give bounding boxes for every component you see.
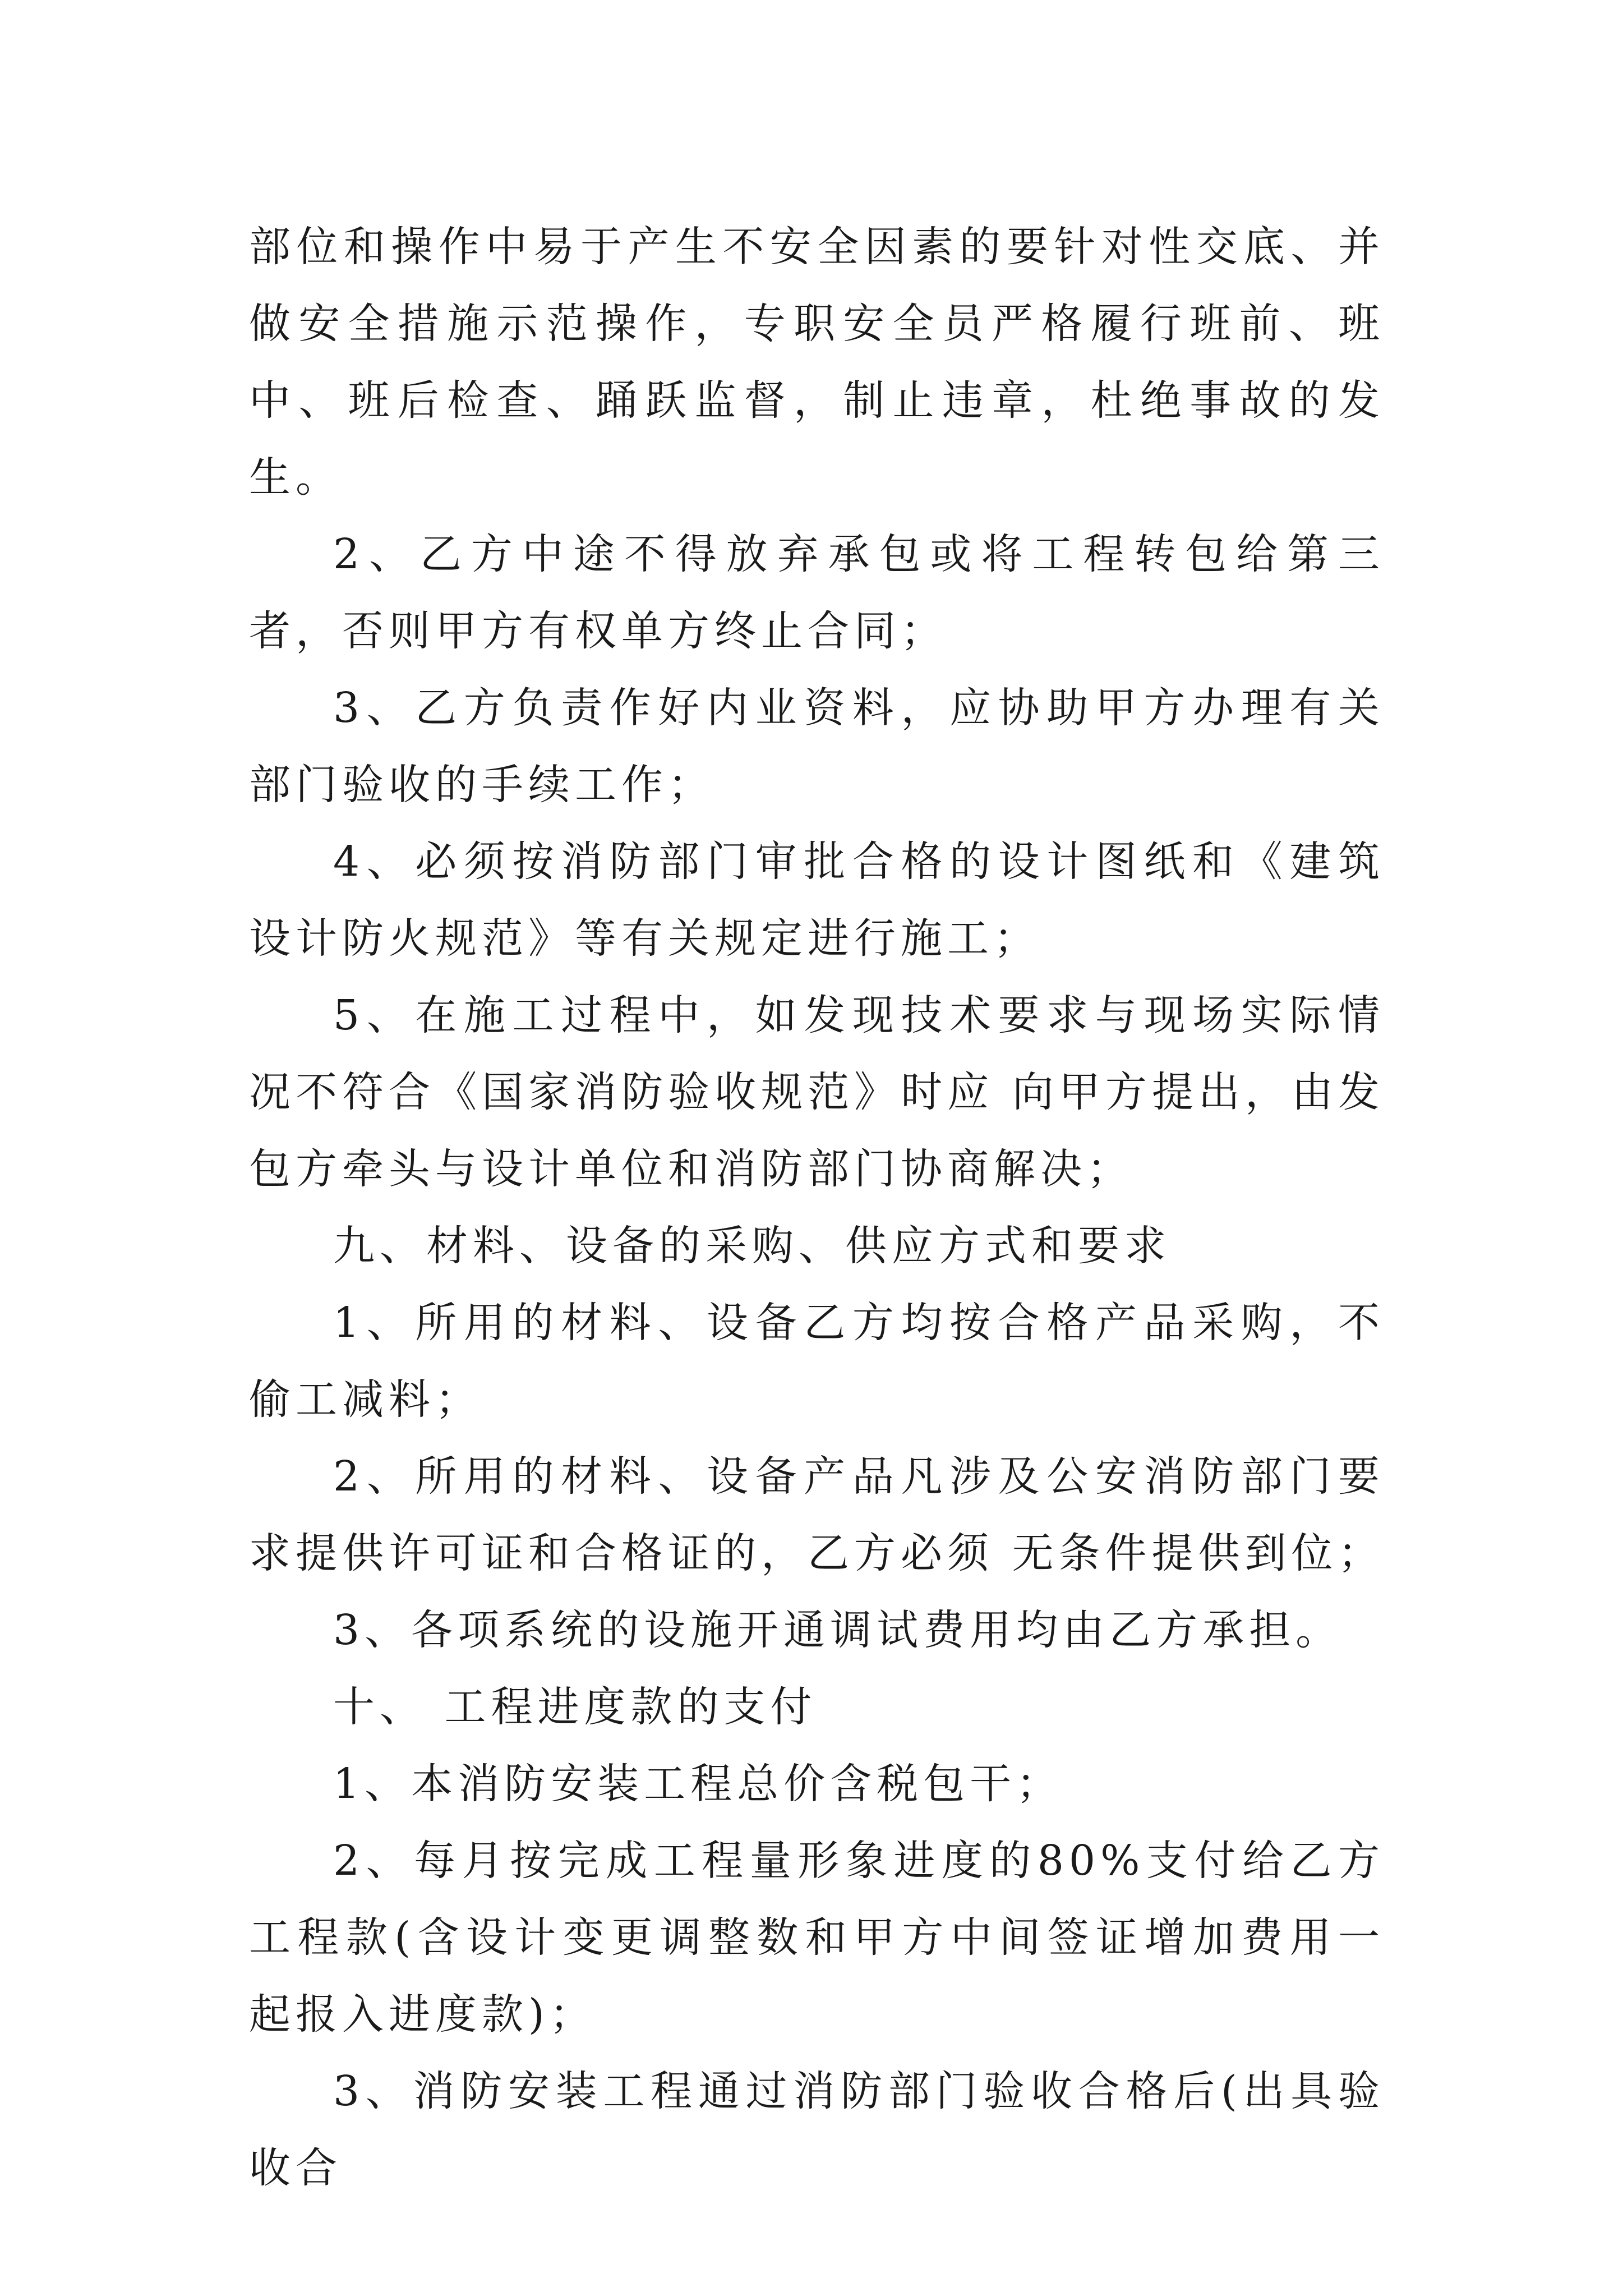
paragraph: 5、在施工过程中，如发现技术要求与现场实际情况不符合《国家消防验收规范》时应 向甲方提出，由发包方牵头与设计单位和消防部门协商解决； [249,991,1385,1193]
paragraph: 2、乙方中途不得放弃承包或将工程转包给第三者，否则甲方有权单方终止合同； [249,530,1385,655]
paragraph: 4、必须按消防部门审批合格的设计图纸和《建筑设计防火规范》等有关规定进行施工； [249,838,1385,963]
paragraph: 3、消防安装工程通过消防部门验收合格后(出具验收合 [249,2067,1385,2192]
section-heading: 十、 工程进度款的支付 [333,1683,817,1731]
paragraph: 2、每月按完成工程量形象进度的80%支付给乙方工程款(含设计变更调整数和甲方中间签证增加费用一起报入进度款)； [249,1837,1385,2039]
paragraph: 部位和操作中易于产生不安全因素的要针对性交底、并做安全措施示范操作，专职安全员严格履行班前、班中、班后检查、踊跃监督，制止违章，杜绝事故的发生。 [249,223,1385,501]
paragraph: 3、乙方负责作好内业资料，应协助甲方办理有关部门验收的手续工作； [249,684,1385,809]
document-body [249,209,1385,2207]
paragraph: 1、本消防安装工程总价含税包干； [333,1760,1063,1808]
paragraph: 2、所用的材料、设备产品凡涉及公安消防部门要求提供许可证和合格证的，乙方必须 无条件提供到位； [249,1452,1385,1577]
paragraph: 3、各项系统的设施开通调试费用均由乙方承担。 [333,1606,1343,1654]
paragraph: 1、所用的材料、设备乙方均按合格产品采购，不偷工减料； [249,1299,1385,1424]
section-heading: 九、材料、设备的采购、供应方式和要求 [333,1222,1171,1270]
